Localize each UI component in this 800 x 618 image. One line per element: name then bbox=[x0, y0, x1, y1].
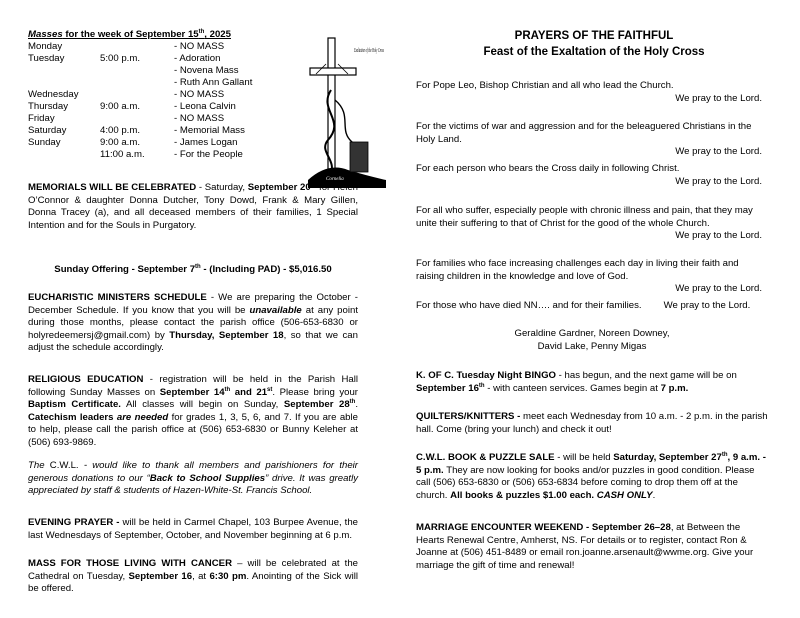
offering-text-1: Sunday Offering - September 7 bbox=[54, 264, 196, 275]
petition bbox=[416, 163, 768, 188]
cancer-mass-text-2: , at bbox=[192, 570, 210, 582]
mass-intention: - Ruth Ann Gallant bbox=[174, 77, 253, 88]
book-sale-text-1: - will be held bbox=[554, 452, 614, 463]
petition bbox=[416, 121, 768, 159]
petition bbox=[416, 258, 768, 296]
petition-response: We pray to the Lord. bbox=[675, 146, 762, 158]
religious-ed-date-2: 21 bbox=[256, 386, 268, 398]
evening-prayer-text: will be held in Carmel Chapel, 103 Burpee Avenue, the last Wednesdays of September, October, and November beginning at 6 p.m. bbox=[28, 517, 358, 541]
religious-ed-date-3: September 28 bbox=[283, 399, 350, 411]
petition-text: For Pope Leo, Bishop Christian and all who lead the Church. bbox=[416, 80, 674, 91]
quilters-paragraph bbox=[416, 411, 768, 436]
religious-ed-text-6: for grades 1, 3, 5, 6, and 7. If you are able to help, please call the parish office at (506) 653-6830 or Bunny Keleher at (506) 693-9869. bbox=[28, 411, 358, 448]
petition bbox=[416, 300, 768, 313]
bingo-time: 7 p.m. bbox=[660, 382, 689, 394]
art-signature: Cornelia bbox=[326, 177, 344, 182]
petition-response: We pray to the Lord. bbox=[675, 175, 762, 187]
mass-intention: - James Logan bbox=[174, 137, 238, 148]
cancer-mass-paragraph bbox=[28, 558, 358, 596]
religious-ed-date-2-sup: st bbox=[267, 386, 273, 393]
mass-intention: - Memorial Mass bbox=[174, 125, 245, 136]
cwl-thanks-drive: Back to School Supplies bbox=[149, 472, 266, 484]
marriage-text: , at Between the Hearts Renewal Centre, Amherst, NS. For details or to register, contact Ron & Joanne at (506) 451-8489 or email ron.joanne.arsenault@wwme.org. Give your marriage the gift of time and renewal! bbox=[416, 522, 754, 571]
petition-response: We pray to the Lord. bbox=[675, 92, 762, 104]
religious-ed-catechism: Catechism leaders bbox=[28, 411, 117, 423]
prayers-subtitle: Feast of the Exaltation of the Holy Cross bbox=[483, 46, 705, 58]
memorials-date-sup: th bbox=[310, 181, 317, 188]
mass-day: Friday bbox=[28, 113, 55, 124]
mass-day: Thursday bbox=[28, 101, 68, 112]
memorials-text-2: for Helen O’Connor & daughter Donna Dutcher, Tony Dowd, Frank & Mary Gillen, Donna Tracey (a), and all deceased members of their families, 1 Special Intention and for the Souls in Purgatory. bbox=[28, 182, 359, 231]
masses-heading-year: , 2025 bbox=[204, 29, 231, 40]
cancer-mass-time: 6:30 pm bbox=[209, 570, 247, 582]
petition-text: For all who suffer, especially people with chronic illness and pain, that they may unite their suffering to that of Christ for the good of the whole Church. bbox=[416, 205, 753, 229]
readers bbox=[416, 328, 768, 353]
quilters-text: meet each Wednesday from 10 a.m. - 2 p.m. in the parish hall. Come (bring your lunch) and check it out! bbox=[416, 411, 768, 435]
book-sale-cash: CASH ONLY bbox=[596, 489, 653, 501]
prayers-title-block bbox=[416, 28, 772, 60]
cancer-mass-date: September 16 bbox=[128, 570, 193, 582]
quilters-lead: QUILTERS/KNITTERS - bbox=[416, 411, 521, 422]
book-sale-sup: th bbox=[721, 451, 728, 458]
mass-time: 9:00 a.m. bbox=[100, 137, 140, 148]
religious-ed-text-1: - registration will be held in the Parish Hall following Sunday Masses on bbox=[28, 374, 358, 398]
religious-ed-lead: RELIGIOUS EDUCATION bbox=[28, 374, 144, 385]
mass-time: 5:00 p.m. bbox=[100, 53, 140, 64]
bingo-sup: th bbox=[478, 382, 485, 389]
mass-day: Saturday bbox=[28, 125, 67, 136]
book-sale-text-4: . bbox=[652, 489, 656, 501]
bingo-date: September 16 bbox=[416, 382, 479, 394]
religious-ed-date-3-sup: th bbox=[349, 399, 356, 405]
holy-cross-illustration bbox=[308, 30, 423, 190]
masses-heading bbox=[28, 29, 231, 42]
cwl-thanks-paragraph bbox=[28, 460, 358, 498]
marriage-paragraph bbox=[416, 522, 768, 572]
ministers-text-3: , so that we can adjust the schedule accordingly. bbox=[28, 329, 358, 354]
masses-heading-word: Masses bbox=[28, 29, 63, 40]
cancer-mass-text-3: . Anointing of the Sick will be offered. bbox=[28, 570, 358, 595]
cancer-mass-text-1: – will be celebrated at the Cathedral on Tuesday, bbox=[28, 558, 359, 582]
ministers-text-2: at any point during those months, please contact the parish office (506-653-6830 or holyredeemersj@gmail.com) by bbox=[28, 304, 358, 341]
mass-time: 11:00 a.m. bbox=[100, 149, 145, 160]
religious-education-paragraph bbox=[28, 374, 358, 450]
petition-text: For those who have died NN…. and for their families. bbox=[416, 300, 642, 311]
bingo-paragraph bbox=[416, 370, 768, 395]
petition bbox=[416, 80, 768, 105]
cwl-thanks-text-1: The bbox=[28, 460, 50, 471]
religious-ed-baptism: Baptism Certificate. bbox=[28, 399, 121, 411]
mass-time: 4:00 p.m. bbox=[100, 125, 140, 136]
book-sale-date-2: , 9 a.m. - 5 p.m. bbox=[416, 452, 766, 476]
readers-line-1: Geraldine Gardner, Noreen Downey, bbox=[514, 328, 670, 339]
petition-response: We pray to the Lord. bbox=[675, 283, 762, 295]
offering-text-2: - (Including PAD) - $5,016.50 bbox=[200, 264, 332, 275]
mass-time: 9:00 a.m. bbox=[100, 101, 140, 112]
masses-heading-sup: th bbox=[198, 28, 205, 35]
petition-response: We pray to the Lord. bbox=[663, 300, 751, 311]
ministers-lead: EUCHARISTIC MINISTERS SCHEDULE bbox=[28, 292, 207, 303]
offering-sup: th bbox=[195, 263, 201, 270]
memorials-text-1: - Saturday, bbox=[196, 182, 248, 193]
book-sale-paragraph bbox=[416, 452, 768, 502]
book-sale-text-2: They are now looking for books and/or puzzles in good condition. Please call (506) 653-6830 or (506) 653-6834 before coming to drop them off at the church. bbox=[416, 464, 755, 501]
petition-text: For the victims of war and aggression and for the beleaguered Christians in the Holy Land. bbox=[416, 121, 752, 145]
bingo-text-2: - with canteen services. Games begin at bbox=[484, 382, 661, 394]
ministers-emph: unavailable bbox=[249, 304, 302, 316]
petition-response: We pray to the Lord. bbox=[675, 230, 762, 242]
religious-ed-text-3: . Please bring your bbox=[272, 386, 358, 398]
mass-intention: - NO MASS bbox=[174, 89, 225, 100]
mass-day: Tuesday bbox=[28, 53, 65, 64]
book-sale-date: Saturday, September 27 bbox=[613, 452, 722, 463]
mass-intention: - Leona Calvin bbox=[174, 101, 236, 112]
religious-ed-text-5: . bbox=[355, 399, 358, 411]
petition-text: For families who face increasing challenges each day in living their faith and raising children in the knowledge and love of God. bbox=[416, 258, 739, 282]
book-sale-price: All books & puzzles $1.00 each. bbox=[450, 489, 595, 501]
petition-text: For each person who bears the Cross daily in following Christ. bbox=[416, 163, 680, 174]
religious-ed-needed: are needed bbox=[116, 411, 169, 423]
mass-intention: - NO MASS bbox=[174, 113, 225, 124]
art-caption: Exaltation of the Holy Cross bbox=[354, 48, 423, 54]
mass-intention: - Novena Mass bbox=[174, 65, 239, 76]
mass-day: Monday bbox=[28, 41, 63, 52]
prayers-title: PRAYERS OF THE FAITHFUL bbox=[514, 30, 674, 42]
cwl-thanks-text-2: - would like to thank all members and parishioners for their generous donations to our “ bbox=[28, 460, 359, 484]
masses-heading-text: for the week of September 15 bbox=[62, 29, 199, 40]
mass-intention: - Adoration bbox=[174, 53, 221, 64]
bingo-text-1: - has begun, and the next game will be on bbox=[556, 370, 737, 381]
offering-line bbox=[28, 264, 358, 277]
mass-intention: - For the People bbox=[174, 149, 243, 160]
religious-ed-and: and bbox=[230, 386, 257, 398]
mass-day: Wednesday bbox=[28, 89, 79, 100]
religious-ed-date-1-sup: th bbox=[224, 386, 231, 393]
mass-day: Sunday bbox=[28, 137, 61, 148]
memorials-lead: MEMORIALS WILL BE CELEBRATED bbox=[28, 182, 197, 193]
memorials-date: September 20 bbox=[247, 182, 311, 193]
ministers-paragraph bbox=[28, 292, 358, 355]
petition bbox=[416, 205, 768, 243]
mass-intention: - NO MASS bbox=[174, 41, 225, 52]
cwl-thanks-cwl: C.W.L. bbox=[49, 460, 79, 471]
cancer-mass-lead: MASS FOR THOSE LIVING WITH CANCER bbox=[28, 558, 232, 569]
evening-prayer-lead: EVENING PRAYER - bbox=[28, 517, 120, 528]
religious-ed-date-1: September 14 bbox=[159, 386, 225, 398]
religious-ed-text-4: All classes will begin on Sunday, bbox=[120, 399, 284, 411]
bingo-lead: K. OF C. Tuesday Night BINGO bbox=[416, 370, 557, 381]
evening-prayer-paragraph bbox=[28, 517, 358, 542]
ministers-text-1: - We are preparing the October - December Schedule. If you know that you will be bbox=[28, 292, 358, 316]
book-sale-lead: C.W.L. BOOK & PUZZLE SALE bbox=[416, 452, 555, 463]
ministers-deadline: Thursday, September 18 bbox=[169, 329, 284, 341]
marriage-lead: MARRIAGE ENCOUNTER WEEKEND - September 26–28 bbox=[416, 522, 671, 533]
readers-line-2: David Lake, Penny Migas bbox=[537, 340, 647, 352]
memorials-paragraph bbox=[28, 182, 358, 232]
cwl-thanks-text-3: ” drive. It was greatly appreciated by staff & students of Hazen-White-St. Francis School. bbox=[28, 472, 358, 497]
